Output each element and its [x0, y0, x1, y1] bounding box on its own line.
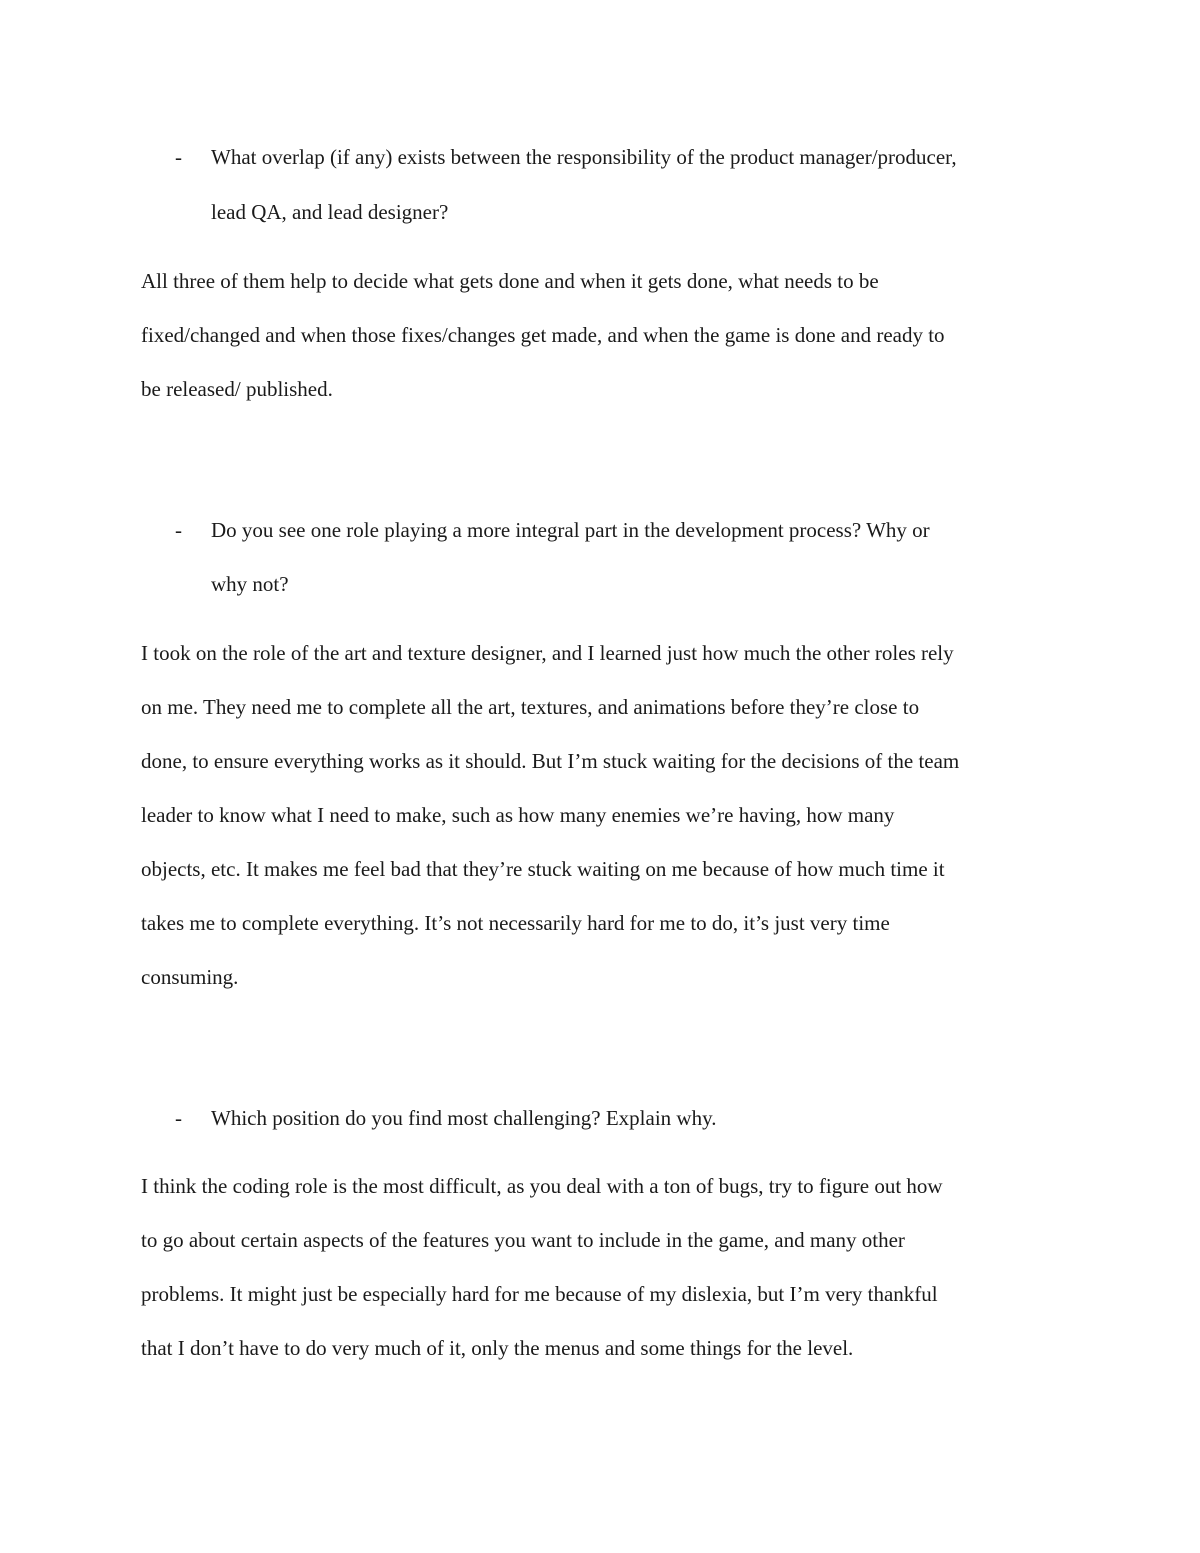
- answer-line: on me. They need me to complete all the art, textures, and animations before they’re close to: [141, 695, 920, 719]
- answer-line: be released/ published.: [141, 377, 333, 401]
- answer-line: problems. It might just be especially hard for me because of my dislexia, but I’m very thankful: [141, 1282, 938, 1306]
- answer-line: to go about certain aspects of the features you want to include in the game, and many other: [141, 1228, 905, 1252]
- answer-line: that I don’t have to do very much of it, only the menus and some things for the level.: [141, 1336, 854, 1360]
- answer-line: fixed/changed and when those fixes/changes get made, and when the game is done and ready to: [141, 323, 945, 347]
- question-line: lead QA, and lead designer?: [211, 200, 449, 224]
- answer-line: I took on the role of the art and texture designer, and I learned just how much the other roles rely: [141, 641, 954, 665]
- answer-line: takes me to complete everything. It’s not necessarily hard for me to do, it’s just very time: [141, 911, 890, 935]
- question-line: why not?: [211, 572, 289, 596]
- question-line: Which position do you find most challenging? Explain why.: [211, 1106, 717, 1130]
- answer-line: leader to know what I need to make, such as how many enemies we’re having, how many: [141, 803, 895, 827]
- bullet-dash: -: [175, 1106, 182, 1130]
- answer-line: All three of them help to decide what gets done and when it gets done, what needs to be: [141, 269, 879, 293]
- answer-line: objects, etc. It makes me feel bad that they’re stuck waiting on me because of how much time it: [141, 857, 945, 881]
- bullet-dash: -: [175, 518, 182, 542]
- question-line: Do you see one role playing a more integral part in the development process? Why or: [211, 518, 930, 542]
- answer-line: done, to ensure everything works as it should. But I’m stuck waiting for the decisions of the team: [141, 749, 960, 773]
- question-line: What overlap (if any) exists between the responsibility of the product manager/producer,: [211, 145, 957, 169]
- answer-line: I think the coding role is the most difficult, as you deal with a ton of bugs, try to figure out how: [141, 1174, 943, 1198]
- bullet-dash: -: [175, 145, 182, 169]
- answer-line: consuming.: [141, 965, 239, 989]
